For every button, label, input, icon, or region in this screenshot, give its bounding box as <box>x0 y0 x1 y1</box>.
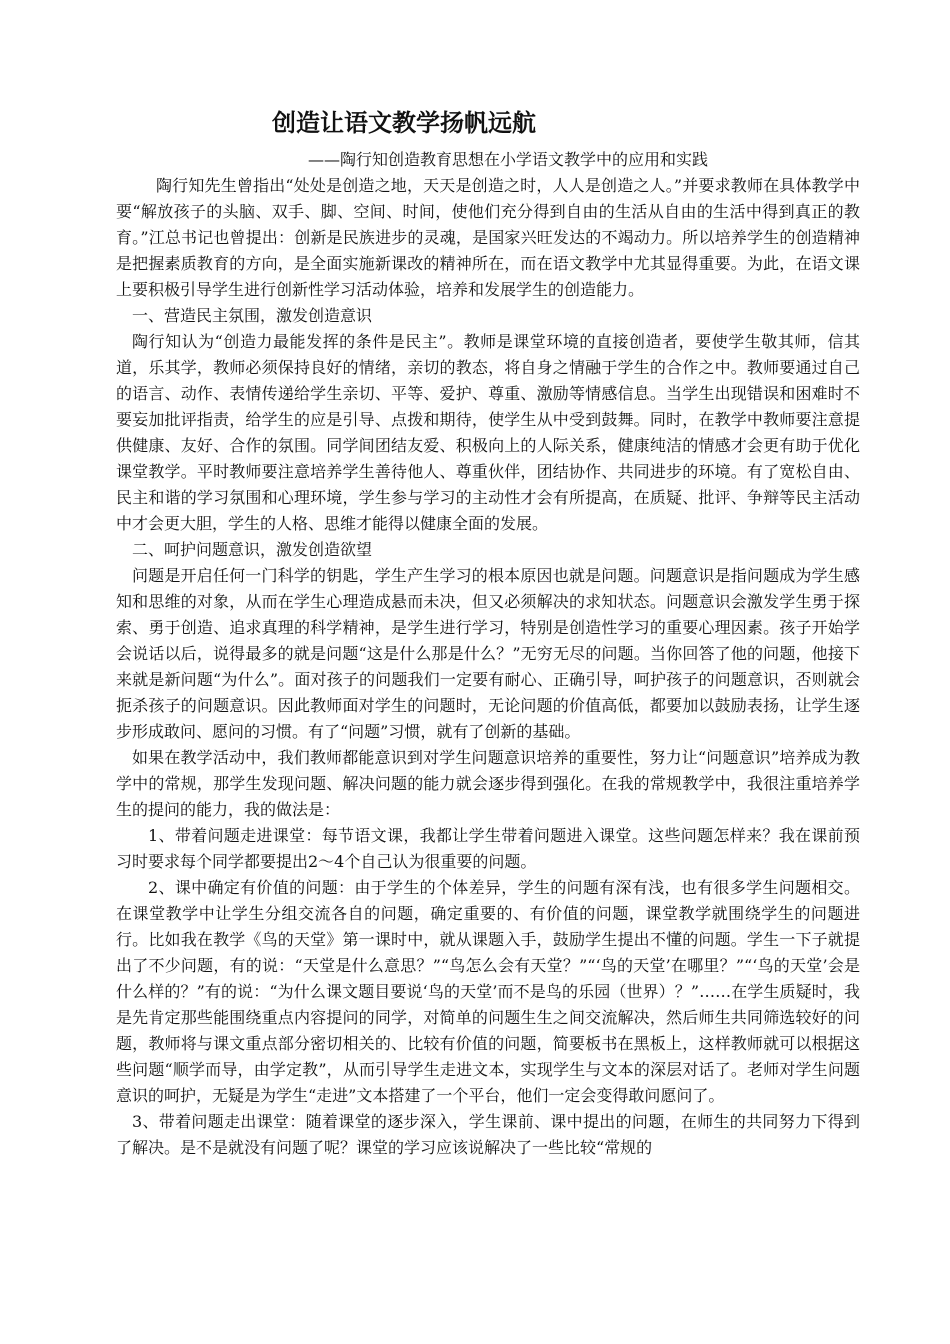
document-subtitle: ——陶行知创造教育思想在小学语文教学中的应用和实践 <box>308 150 709 169</box>
section-heading-1: 一、营造民主氛围，激发创造意识 <box>132 306 373 325</box>
list-item-1: 1、带着问题走进课堂：每节语文课，我都让学生带着问题进入课堂。这些问题怎样来？我在课前预习时要求每个同学都要提出2～4个自己认为很重要的问题。 <box>116 826 860 871</box>
section1-paragraph: 陶行知认为“创造力最能发挥的条件是民主”。教师是课堂环境的直接创造者，要使学生敬其师，信其道，乐其学，教师必须保持良好的情绪，亲切的教态，将自身之情融于学生的合作之中。教师要通过自己的语言、动作、表情传递给学生亲切、平等、爱护、尊重、激励等情感信息。当学生出现错误和困难时不要妄加批评指责，给学生的应是引导、点拨和期待，使学生从中受到鼓舞。同时，在教学中教师要注意提供健康、友好、合作的氛围。同学间团结友爱、积极向上的人际关系，健康纯洁的情感才会更有助于优化课堂教学。平时教师要注意培养学生善待他人、尊重伙伴，团结协作、共同进步的环境。有了宽松自由、民主和谐的学习氛围和心理环境，学生参与学习的主动性才会有所提高，在质疑、批评、争辩等民主活动中才会更大胆，学生的人格、思维才能得以健康全面的发展。 <box>116 332 860 533</box>
section2-paragraph-1: 问题是开启任何一门科学的钥匙，学生产生学习的根本原因也就是问题。问题意识是指问题成为学生感知和思维的对象，从而在学生心理造成悬而未决，但又必须解决的求知状态。问题意识会激发学生勇于探索、勇于创造、追求真理的科学精神，是学生进行学习，特别是创造性学习的重要心理因素。孩子开始学会说话以后，说得最多的就是问题“这是什么那是什么？”无穷无尽的问题。当你回答了他的问题，他接下来就是新问题“为什么”。面对孩子的问题我们一定要有耐心、正确引导，呵护孩子的问题意识，否则就会扼杀孩子的问题意识。因此教师面对学生的问题时，无论问题的价值高低，都要加以鼓励表扬，让学生逐步形成敢问、愿问的习惯。有了“问题”习惯，就有了创新的基础。 <box>116 566 860 741</box>
document-page <box>116 103 860 1161</box>
section-heading-2: 二、呵护问题意识，激发创造欲望 <box>132 540 373 559</box>
intro-paragraph: 陶行知先生曾指出“处处是创造之地，天天是创造之时，人人是创造之人。”并要求教师在具体教学中要“解放孩子的头脑、双手、脚、空间、时间，使他们充分得到自由的生活从自由的生活中得到真正的教育。”江总书记也曾提出：创新是民族进步的灵魂，是国家兴旺发达的不竭动力。所以培养学生的创造精神是把握素质教育的方向，是全面实施新课改的精神所在，而在语文教学中尤其显得重要。为此，在语文课上要积极引导学生进行创新性学习活动体验，培养和发展学生的创造能力。 <box>116 176 860 299</box>
section2-paragraph-2: 如果在教学活动中，我们教师都能意识到对学生问题意识培养的重要性，努力让“问题意识”培养成为教学中的常规，那学生发现问题、解决问题的能力就会逐步得到强化。在我的常规教学中，我很注重培养学生的提问的能力，我的做法是： <box>116 748 860 819</box>
list-item-3: 3、带着问题走出课堂：随着课堂的逐步深入，学生课前、课中提出的问题，在师生的共同努力下得到了解决。是不是就没有问题了呢？课堂的学习应该说解决了一些比较“常规的 <box>116 1112 860 1157</box>
document-title: 创造让语文教学扬帆远航 <box>272 109 536 137</box>
list-item-2: 2、课中确定有价值的问题：由于学生的个体差异，学生的问题有深有浅，也有很多学生问题相交。在课堂教学中让学生分组交流各自的问题，确定重要的、有价值的问题，课堂教学就围绕学生的问题进行。比如我在教学《鸟的天堂》第一课时中，就从课题入手，鼓励学生提出不懂的问题。学生一下子就提出了不少问题，有的说：“天堂是什么意思？”“鸟怎么会有天堂？”“‘鸟的天堂’在哪里？”“‘鸟的天堂’会是什么样的？”有的说：“为什么课文题目要说‘鸟的天堂’而不是鸟的乐园（世界）？”……在学生质疑时，我是先肯定那些能围绕重点内容提问的同学，对简单的问题生生之间交流解决，然后师生共同筛选较好的问题，教师将与课文重点部分密切相关的、比较有价值的问题，简要板书在黑板上，这样教师就可以根据这些问题“顺学而导，由学定教”，从而引导学生走进文本，实现学生与文本的深层对话了。老师对学生问题意识的呵护，无疑是为学生“走进”文本搭建了一个平台，他们一定会变得敢问愿问了。 <box>116 878 860 1105</box>
